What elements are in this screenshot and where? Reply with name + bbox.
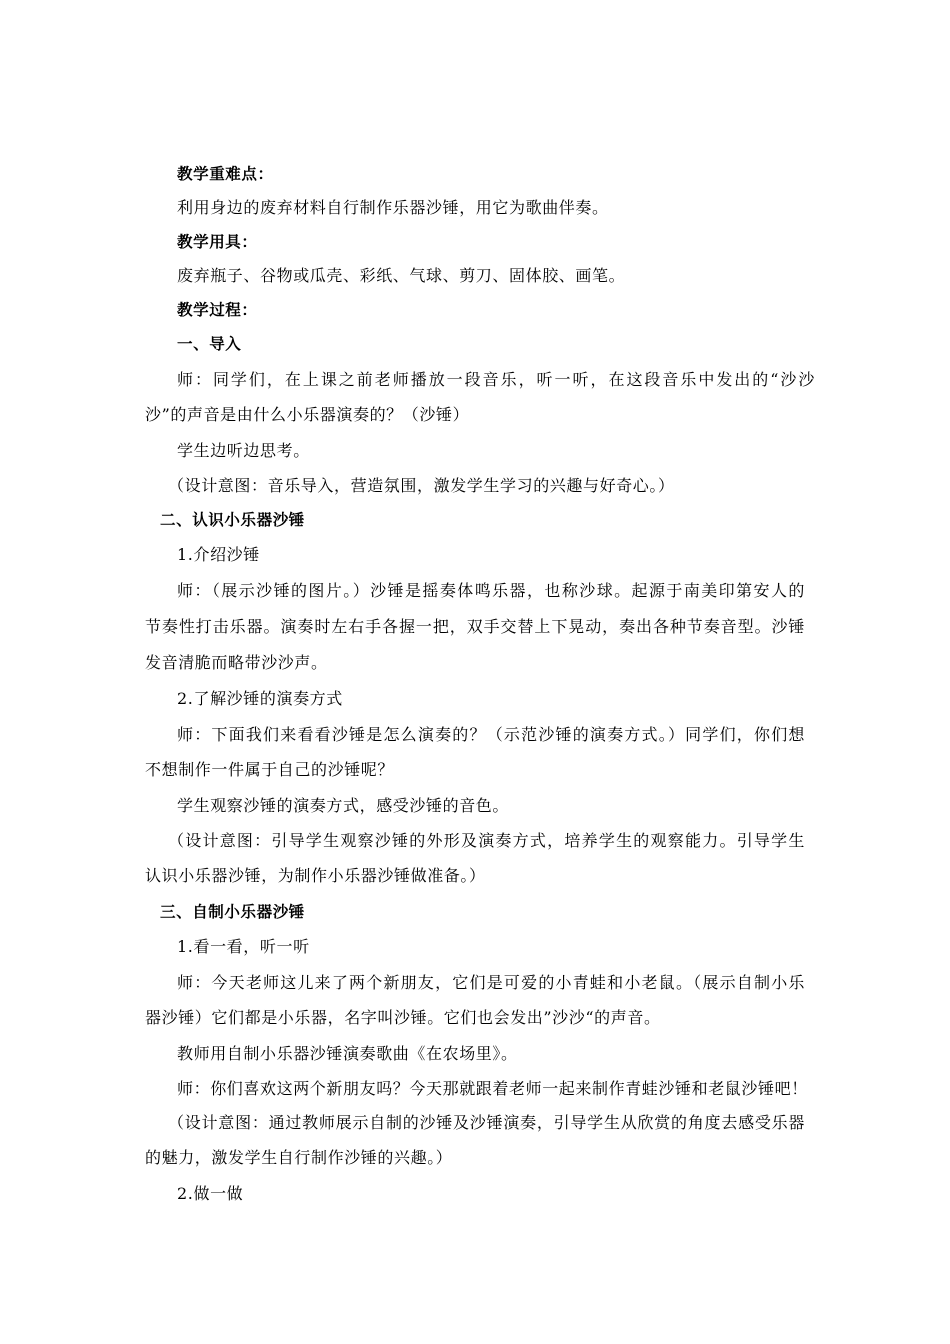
subsection-heading: 2.做一做 (177, 1184, 244, 1203)
paragraph-line: 利用身边的废弃材料自行制作乐器沙锤，用它为歌曲伴奏。 (177, 198, 609, 217)
paragraph-line: 师：（展示沙锤的图片。）沙锤是摇奏体鸣乐器，也称沙球。起源于南美印第安人的 (177, 581, 805, 600)
subsection-heading: 1.看一看，听一听 (177, 937, 310, 956)
design-intent-note: （设计意图：引导学生观察沙锤的外形及演奏方式，培养学生的观察能力。引导学生 (168, 831, 805, 850)
paragraph-line: 沙”的声音是由什么小乐器演奏的？（沙锤） (145, 405, 470, 424)
heading-teaching-process: 教学过程： (177, 301, 258, 319)
paragraph-line: 废弃瓶子、谷物或瓜壳、彩纸、气球、剪刀、固体胶、画笔。 (177, 266, 626, 285)
heading-key-points: 教学重难点： (177, 165, 274, 183)
paragraph-line: 师：同学们，在上课之前老师播放一段音乐，听一听，在这段音乐中发出的“沙沙 (177, 370, 815, 389)
heading-teaching-tools: 教学用具： (177, 233, 258, 251)
paragraph-line: 教师用自制小乐器沙锤演奏歌曲《在农场里》。 (177, 1044, 518, 1063)
paragraph-line: 器沙锤）它们都是小乐器，名字叫沙锤。它们也会发出”沙沙“的声音。 (145, 1008, 661, 1027)
paragraph-line: 节奏性打击乐器。演奏时左右手各握一把，双手交替上下晃动，奏出各种节奏音型。沙锤 (145, 617, 805, 636)
paragraph-line: 不想制作一件属于自己的沙锤呢？ (145, 760, 395, 779)
section-heading-intro: 一、导入 (177, 335, 242, 353)
design-intent-note: （设计意图：音乐导入，营造氛围，激发学生学习的兴趣与好奇心。） (168, 476, 675, 495)
paragraph-line: 学生边听边思考。 (177, 441, 310, 460)
paragraph-line: 师：今天老师这儿来了两个新朋友，它们是可爱的小青蛙和小老鼠。（展示自制小乐 (177, 973, 805, 992)
section-heading-know-maracas: 二、认识小乐器沙锤 (160, 511, 305, 529)
subsection-heading: 1.介绍沙锤 (177, 545, 260, 564)
design-intent-note: 认识小乐器沙锤，为制作小乐器沙锤做准备。） (145, 866, 486, 885)
paragraph-line: 发音清脆而略带沙沙声。 (145, 653, 328, 672)
section-heading-make-maracas: 三、自制小乐器沙锤 (160, 903, 305, 921)
paragraph-line: 学生观察沙锤的演奏方式，感受沙锤的音色。 (177, 796, 510, 815)
paragraph-line: 师：下面我们来看看沙锤是怎么演奏的？（示范沙锤的演奏方式。）同学们，你们想 (177, 725, 805, 744)
paragraph-line: 师：你们喜欢这两个新朋友吗？今天那就跟着老师一起来制作青蛙沙锤和老鼠沙锤吧！ (177, 1079, 808, 1098)
design-intent-note: （设计意图：通过教师展示自制的沙锤及沙锤演奏，引导学生从欣赏的角度去感受乐器 (168, 1113, 805, 1132)
design-intent-note: 的魅力，激发学生自行制作沙锤的兴趣。） (145, 1148, 453, 1167)
subsection-heading: 2.了解沙锤的演奏方式 (177, 689, 343, 708)
